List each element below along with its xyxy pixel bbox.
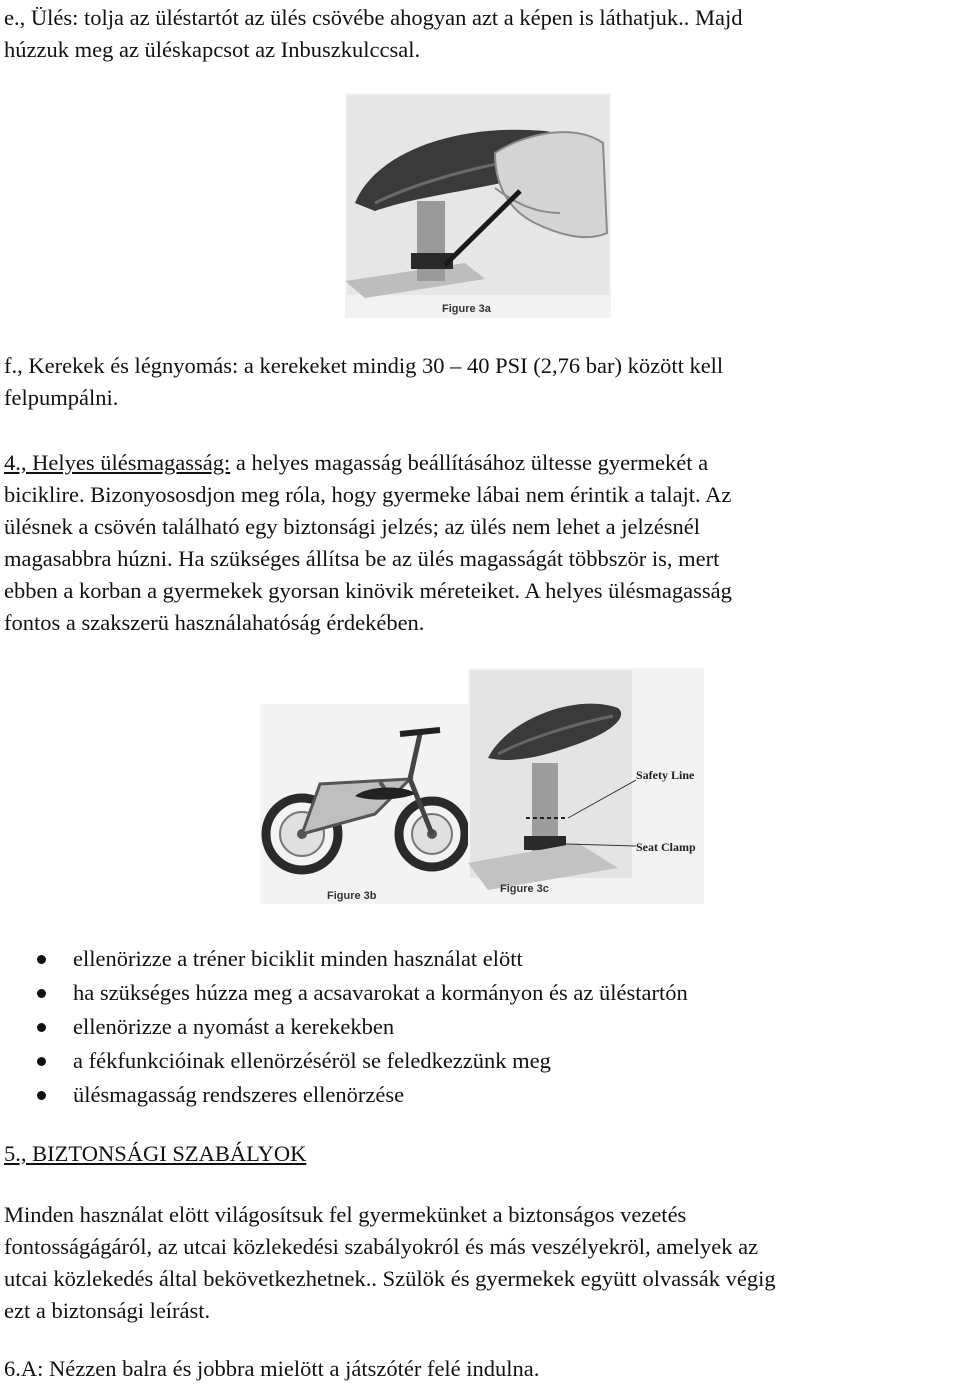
section-4-line-6: fontos a szakszerü használahatóság érdekében. bbox=[4, 610, 425, 635]
list-item: ülésmagasság rendszeres ellenörzése bbox=[0, 1078, 688, 1112]
section-5-line-4: ezt a biztonsági leírást. bbox=[4, 1298, 211, 1323]
section-4-text-1: a helyes magasság beállításához ültesse gyermekét a bbox=[230, 450, 709, 475]
checklist bbox=[0, 942, 688, 1112]
figure-3b-caption: Figure 3b bbox=[327, 890, 377, 902]
section-4-line-2: biciklire. Bizonyososdjon meg róla, hogy gyermeke lábai nem érintik a talajt. Az bbox=[4, 482, 732, 507]
figure-3c-seat-clamp-label: Seat Clamp bbox=[636, 840, 696, 854]
bullet-icon bbox=[37, 955, 46, 964]
section-f-line-1: f., Kerekek és légnyomás: a kerekeket mindig 30 – 40 PSI (2,76 bar) között kell bbox=[4, 353, 724, 378]
bullet-icon bbox=[37, 989, 46, 998]
figure-3a-photo bbox=[345, 93, 611, 318]
list-item: ellenörizze a tréner biciklit minden használat elött bbox=[0, 942, 688, 976]
figure-3c-photo bbox=[468, 668, 704, 904]
list-item: ellenörizze a nyomást a kerekekben bbox=[0, 1010, 688, 1044]
section-5-line-3: utcai közlekedés által bekövetkezhetnek.. Szülök és gyermekek együtt olvassák végig bbox=[4, 1266, 776, 1291]
figure-3c-safety-line-label: Safety Line bbox=[636, 768, 695, 782]
section-4-line-1 bbox=[4, 447, 960, 479]
section-4-heading: 4., Helyes ülésmagasság: bbox=[4, 450, 231, 475]
section-5-line-2: fontosságágáról, az utcai közlekedési szabályokról és más veszélyekröl, amelyek az bbox=[4, 1234, 759, 1259]
section-5-line-1: Minden használat elött világosítsuk fel gyermekünket a biztonságos vezetés bbox=[4, 1202, 687, 1227]
figure-3c-caption: Figure 3c bbox=[500, 883, 549, 895]
section-e-line-1: e., Ülés: tolja az üléstartót az ülés csövébe ahogyan azt a képen is láthatjuk.. Majd bbox=[4, 5, 743, 30]
section-4-line-5: ebben a korban a gyermekek gyorsan kinövik méreteiket. A helyes ülésmagasság bbox=[4, 578, 732, 603]
bullet-icon bbox=[37, 1091, 46, 1100]
section-5-heading: 5., BIZTONSÁGI SZABÁLYOK bbox=[4, 1141, 307, 1166]
section-6a-line: 6.A: Nézzen balra és jobbra mielött a játszótér felé indulna. bbox=[4, 1356, 540, 1381]
bullet-icon bbox=[37, 1057, 46, 1066]
bullet-icon bbox=[37, 1023, 46, 1032]
list-item: ha szükséges húzza meg a acsavarokat a kormányon és az üléstartón bbox=[0, 976, 688, 1010]
figure-3a-caption: Figure 3a bbox=[442, 303, 491, 315]
section-4-line-4: magasabbra húzni. Ha szükséges állítsa be az ülés magasságát többször is, mert bbox=[4, 546, 720, 571]
section-f-line-2: felpumpálni. bbox=[4, 385, 119, 410]
figure-3b-photo bbox=[260, 704, 470, 904]
list-item: a fékfunkcióinak ellenörzéséröl se feledkezzünk meg bbox=[0, 1044, 688, 1078]
section-4-line-3: ülésnek a csövén található egy biztonsági jelzés; az ülés nem lehet a jelzésnél bbox=[4, 514, 700, 539]
section-5-heading-line bbox=[4, 1138, 960, 1170]
section-e-line-2: húzzuk meg az üléskapcsot az Inbuszkulccsal. bbox=[4, 37, 421, 62]
